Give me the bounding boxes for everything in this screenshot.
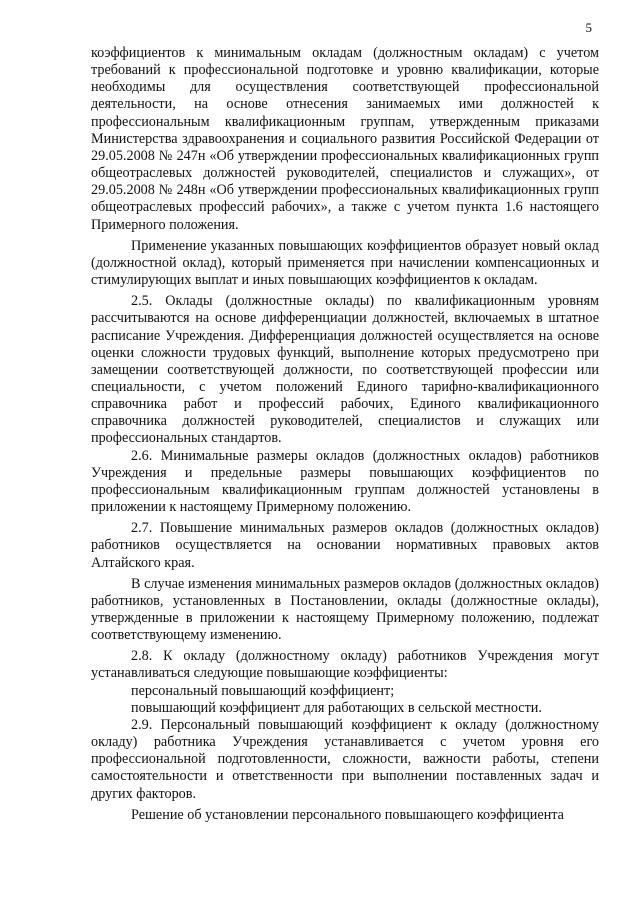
list-item-rural-coefficient: повышающий коэффициент для работающих в сельской местности. — [131, 699, 542, 716]
paragraph-2-6: 2.6. Минимальные размеры окладов (должностных окладов) работников Учреждения и предельные размеры повышающих коэффициентов по профессиональным квалификационным группам должностей установлены в приложении к настоящему Примерному положению. — [91, 447, 599, 516]
paragraph-application-of-coefficients: Применение указанных повышающих коэффициентов образует новый оклад (должностной оклад), который применяется при начислении компенсационных и стимулирующих выплат и иных повышающих коэффициентов к окладам. — [91, 237, 599, 289]
list-item-personal-coefficient: персональный повышающий коэффициент; — [131, 682, 395, 699]
page-number: 5 — [585, 20, 592, 35]
paragraph-2-5: 2.5. Оклады (должностные оклады) по квалификационным уровням рассчитываются на основе дифференциации должностей, включаемых в штатное расписание Учреждения. Дифференциация должностей осуществляется на основе оценки сложности трудовых функций, выполнение которых предусмотрено при замещении соответствующей должности, по соответствующей профессии или специальности, с учетом положений Единого тарифно-квалификационного справочника работ и профессий рабочих, Единого квалификационного справочника должностей руководителей, специалистов и служащих или профессиональных стандартов. — [91, 293, 599, 447]
paragraph-salary-change: В случае изменения минимальных размеров окладов (должностных окладов) работников, установленных в Постановлении, оклады (должностные оклады), утвержденные в приложении к настоящему Примерному положению, подлежат соответствующему изменению. — [91, 575, 599, 644]
paragraph-2-8: 2.8. К окладу (должностному окладу) работников Учреждения могут устанавливаться следующие повышающие коэффициенты: — [91, 648, 599, 682]
paragraph-decision: Решение об установлении персонального повышающего коэффициента — [131, 806, 564, 823]
paragraph-2-7: 2.7. Повышение минимальных размеров окладов (должностных окладов) работников осуществляется на основании нормативных правовых актов Алтайского края. — [91, 520, 599, 571]
paragraph-2-9: 2.9. Персональный повышающий коэффициент к окладу (должностному окладу) работника Учреждения устанавливается с учетом уровня его профессиональной подготовленности, сложности, важности работы, степени самостоятельности и ответственности при выполнении поставленных задач и других факторов. — [91, 716, 599, 802]
paragraph-continuation: коэффициентов к минимальным окладам (должностным окладам) с учетом требований к профессиональной подготовке и уровню квалификации, которые необходимы для осуществления соответствующей профессиональной деятельности, на основе отнесения занимаемых ими должностей к профессиональным квалификационным группам, утвержденным приказами Министерства здравоохранения и социального развития Российской Федерации от 29.05.2008 № 247н «Об утверждении профессиональных квалификационных групп общеотраслевых должностей руководителей, специалистов и служащих», от 29.05.2008 № 248н «Об утверждении профессиональных квалификационных групп общеотраслевых профессий рабочих», а также с учетом пункта 1.6 настоящего Примерного положения. — [91, 45, 599, 233]
document-body — [91, 45, 599, 824]
